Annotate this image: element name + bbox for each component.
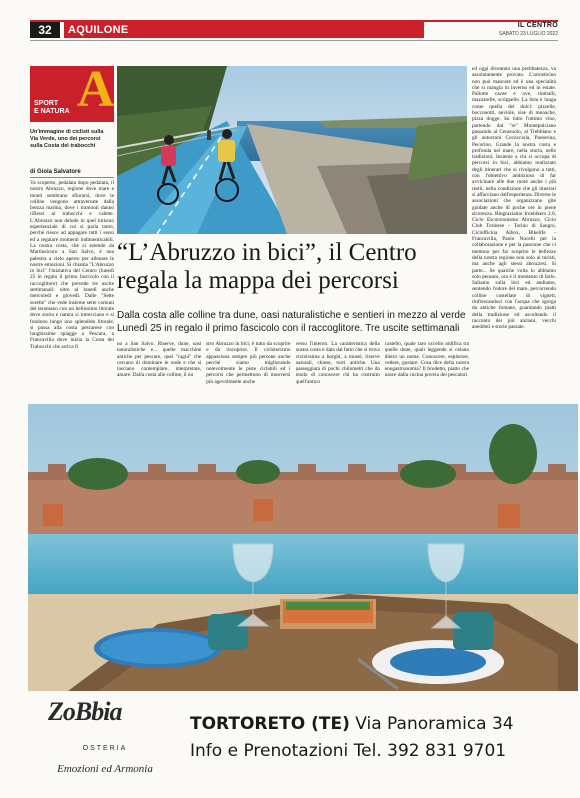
article-column-left: Va scoperto, pedalata dopo pedalata, il nostro Abruzzo, regione dove mare e monti sembrano sfiorarsi, dove le colline vengono attraversate dalla brezza marina, dove i tramonti danno riflessi ai trabocchi e calette. L'Abruzzo non delude in quel turismo esperienziale di cui si parla tanto, perché riesce ad appagare tutti i sensi ed a regalare momenti indimenticabili. La nostra costa, che si estende da Martinsicuro a San Salvo, è una palestra a cielo aperto per allenare le nostre emozioni. Si chiama "L'Abruzzo in bici" l'iniziativa del Centro (lunedì 25 in regalo il primo fascicolo con il raccoglitore) che prevede tre uscite settimanali: oltre al lunedì anche mercoledì e giovedì. Dalle "Sette sorelle" che vede insieme sette comuni del teramano con un bellissimo litorale dove storia e natura si intrecciano e si fondono lungo uno splendido litorale, si passa alla costa pescarese con lunghissime spiagge a Pescara, a Francavilla dove inizia la Costa dei Trabocchi che arriva fi (30, 180, 114, 350)
byline: di Gioia Salvatore (30, 169, 114, 178)
article-column-right: ed oggi diventato una prelibatezza, va assolutamente provato. L'arrosticino non può mancare ed è una specialità che si mangia in inverno ed in estate. Pallotte cacee e ove, timballi, mazzarelle, scrippelle. La lista è lunga come quella dei dolci: pizzelle, bocconotti, neviole, sise di monache, pizza dogge. Su tutto l'ottimo vino, partendo dal "re" Montepulciano passando al Cerasuolo, al Trebbiano e gli autoctoni Cococciola, Passerina, Pecorino. Grande la nostra costa e profonda nel mare, nella storia, nelle tradizioni. Insieme a chi si occupa di percorsi in bici, abbiamo realizzato degli itinerari che si rivolgono a tutti, con l'obiettivo ambizioso di far avvicinare alle due ruote anche i più restii, nella condizione che gli itinerari si affacciano dall'esperienza. Diverse le associazioni che organizzano gite guidate anche di poche ore in piene sicurezza. Ringraziamo Ironbikers 2.0, Ciclo Escursionismo Abruzzo, Ciclo Club Torinese - Torino di Sangro, Ciclofficina Albox, Bikelife - Francavilla, Paolo Nocelli per la collaborazione e per la passione che ci mettono per far scoprire le bellezze della nostra regione non solo ai turisti, ma anche agli stessi abruzzesi. Si parte... Se qualche volta lo abbiamo solo pensato, ora è il momento di farlo. Saliamo sulla bici ed andiamo, sentendo l'odore del mare, percorrendo colline costellate di vigneti, rinfrescandoci con l'acqua che sgorga da antiche fontane, guardando piatti della tradizione ed ascoltando il racconto dei più anziani, vecchi aneddoti e storie passate. (472, 66, 556, 331)
tag-label (34, 100, 70, 116)
article-column: verso l'interno. La caratteristica della nostra costa è data dal fatto che si trova vicinissima a borghi, a musei, riserve naturali, chiese, torri antiche. Una passeggiata di pochi chilometri che da modo di conoscere chi ha costruito quell'antico (295, 341, 380, 385)
ad-photo (28, 404, 578, 691)
ad-address (190, 714, 514, 734)
headline-line2: regala la mappa dei percorsi (117, 267, 399, 294)
ad-photo-art (28, 404, 578, 691)
restaurant-logo (40, 697, 170, 787)
headline-line1: “L’Abruzzo in bici”, il Centro (117, 239, 417, 266)
subhead: Dalla costa alle colline tra dune, oasi naturalistiche e sentieri in mezzo al verde Lunedì 25 in regalo il primo fascicolo con il raccoglitore. Tre uscite settimanali (117, 310, 466, 334)
header-rule (30, 40, 558, 41)
article-column: stro Abruzzo in bici, è tutto da scoprire e da riscoprire. Il cicloturismo appassiona sempre più persone anche perché siamo migliorando notevolmente le piste ciclabili ed i percorsi che permettono di muoversi più agevolmente anche (206, 341, 291, 385)
section-name: AQUILONE (64, 22, 424, 38)
headline (117, 239, 469, 295)
tag-letter: A (77, 61, 115, 118)
ad-street: Via Panoramica 34 (355, 714, 514, 734)
section-tag (30, 61, 115, 122)
photo-caption: Un'immagine di ciclisti sulla Via Verde, uno dei percorsi sulla Costa dei trabocchi (30, 129, 104, 149)
tag-label-line1: SPORT (34, 100, 59, 107)
hero-photo (117, 66, 467, 234)
tag-label-line2: E NATURA (34, 108, 70, 115)
article-body (117, 341, 469, 393)
logo-wordmark: ZoBbia (48, 697, 122, 726)
logo-osteria: OSTERIA (82, 745, 128, 752)
hero-photo-art (117, 66, 467, 234)
masthead: IL CENTRO (517, 22, 558, 29)
article-column: castello, quale raro uccello nidifica tra quelle dune, quali leggende si celano dietro un nome. Conoscere, esplorare, vedere, gustare. Cosa dice della nostra enogastronomia? Il brodetto, piatto che nasce dalla cucina povera dei pescatori (384, 341, 469, 379)
ad-phone: Info e Prenotazioni Tel. 392 831 9701 (190, 741, 507, 761)
ad-tagline: Emozioni ed Armonia (57, 763, 153, 775)
ad-city: TORTORETO (TE) (190, 714, 350, 734)
article-column: no a San Salvo. Riserve, dune, oasi naturalistiche e... quelle macchine antiche per pescare, quei "ragni" che cercano di dominare le onde e che si lasciano contemplare, interpretare, amare. Dalla costa alle colline, il nu (117, 341, 202, 379)
page-number: 32 (30, 22, 60, 38)
dateline: SABATO 23 LUGLIO 2022 (498, 31, 558, 37)
